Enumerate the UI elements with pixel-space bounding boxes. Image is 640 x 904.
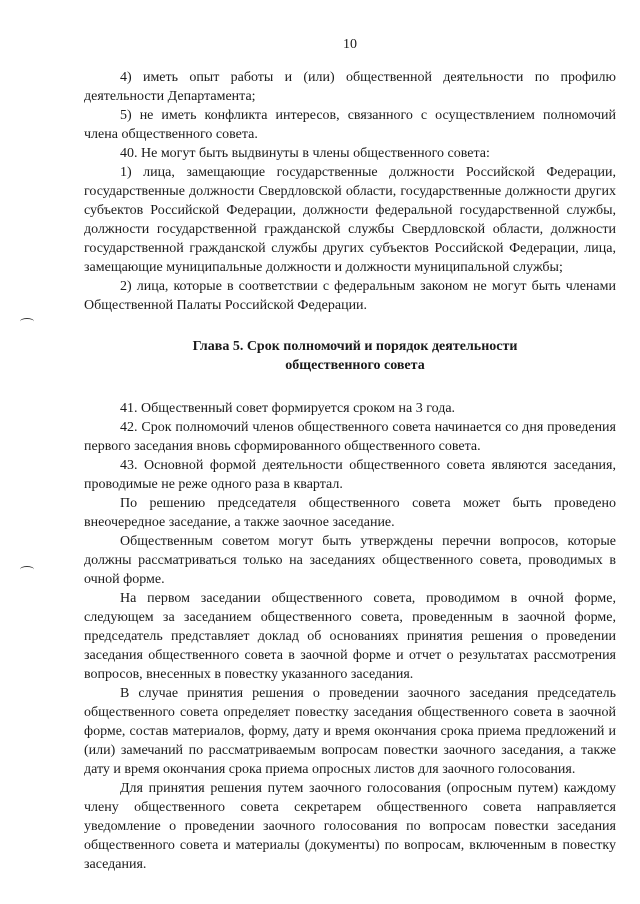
binding-hole-mark-top	[20, 318, 34, 325]
paragraph: Для принятия решения путем заочного голосования (опросным путем) каждому члену общественного совета секретарем общественного совета направляется уведомление о проведении заочного голосования по вопросам повестки заседания общественного совета и материалы (документы) по вопросам, включенным в повестку заседания.	[84, 781, 616, 872]
chapter-heading-line: Глава 5. Срок полномочий и порядок деятельности	[192, 339, 518, 354]
paragraph: 1) лица, замещающие государственные должности Российской Федерации, государственные должности Свердловской области, государственные должности других субъектов Российской Федерации, должности федеральной государственной службы, должности государственной гражданской службы Свердловской области, должности государственной гражданской службы других субъектов Российской Федерации, лица, замещающие муниципальные должности и должности муниципальной службы;	[84, 165, 616, 275]
binding-hole-mark-bottom	[20, 566, 34, 573]
chapter-heading-line: общественного совета	[285, 358, 425, 373]
paragraph: В случае принятия решения о проведении заочного заседания председатель общественного совета определяет повестку заседания общественного совета в заочной форме, состав материалов, форму, дату и время окончания срока приема предложений и (или) замечаний по рассматриваемым вопросам повестки заочного заседания, а также дату и время окончания срока приема опросных листов для заочного голосования.	[84, 686, 616, 777]
paragraph: 40. Не могут быть выдвинуты в члены общественного совета:	[120, 146, 490, 161]
paragraph: Общественным советом могут быть утверждены перечни вопросов, которые должны рассматриваться только на заседаниях общественного совета, проводимых в очной форме.	[84, 534, 616, 587]
paragraph: 43. Основной формой деятельности общественного совета являются заседания, проводимые не реже одного раза в квартал.	[84, 458, 616, 492]
paragraph: 2) лица, которые в соответствии с федеральным законом не могут быть членами Общественной Палаты Российской Федерации.	[84, 279, 616, 313]
page-number: 10	[343, 37, 357, 52]
paragraph: 5) не иметь конфликта интересов, связанного с осуществлением полномочий члена общественного совета.	[84, 108, 616, 142]
chapter-heading	[84, 337, 616, 375]
paragraph: 41. Общественный совет формируется сроком на 3 года.	[120, 401, 456, 416]
paragraph: 4) иметь опыт работы и (или) общественной деятельности по профилю деятельности Департамента;	[84, 70, 616, 104]
document-page	[84, 36, 616, 874]
paragraph: На первом заседании общественного совета, проводимом в очной форме, следующем за заседанием общественного совета, проведенным в заочной форме, председатель представляет доклад об основаниях принятия решения о проведении заседания общественного совета в заочной форме и отчет о результатах рассмотрения вопросов, внесенных в повестку указанного заседания.	[84, 591, 616, 682]
paragraph: По решению председателя общественного совета может быть проведено внеочередное заседание, а также заочное заседание.	[84, 496, 616, 530]
paragraph: 42. Срок полномочий членов общественного совета начинается со дня проведения первого заседания вновь сформированного общественного совета.	[84, 420, 616, 454]
